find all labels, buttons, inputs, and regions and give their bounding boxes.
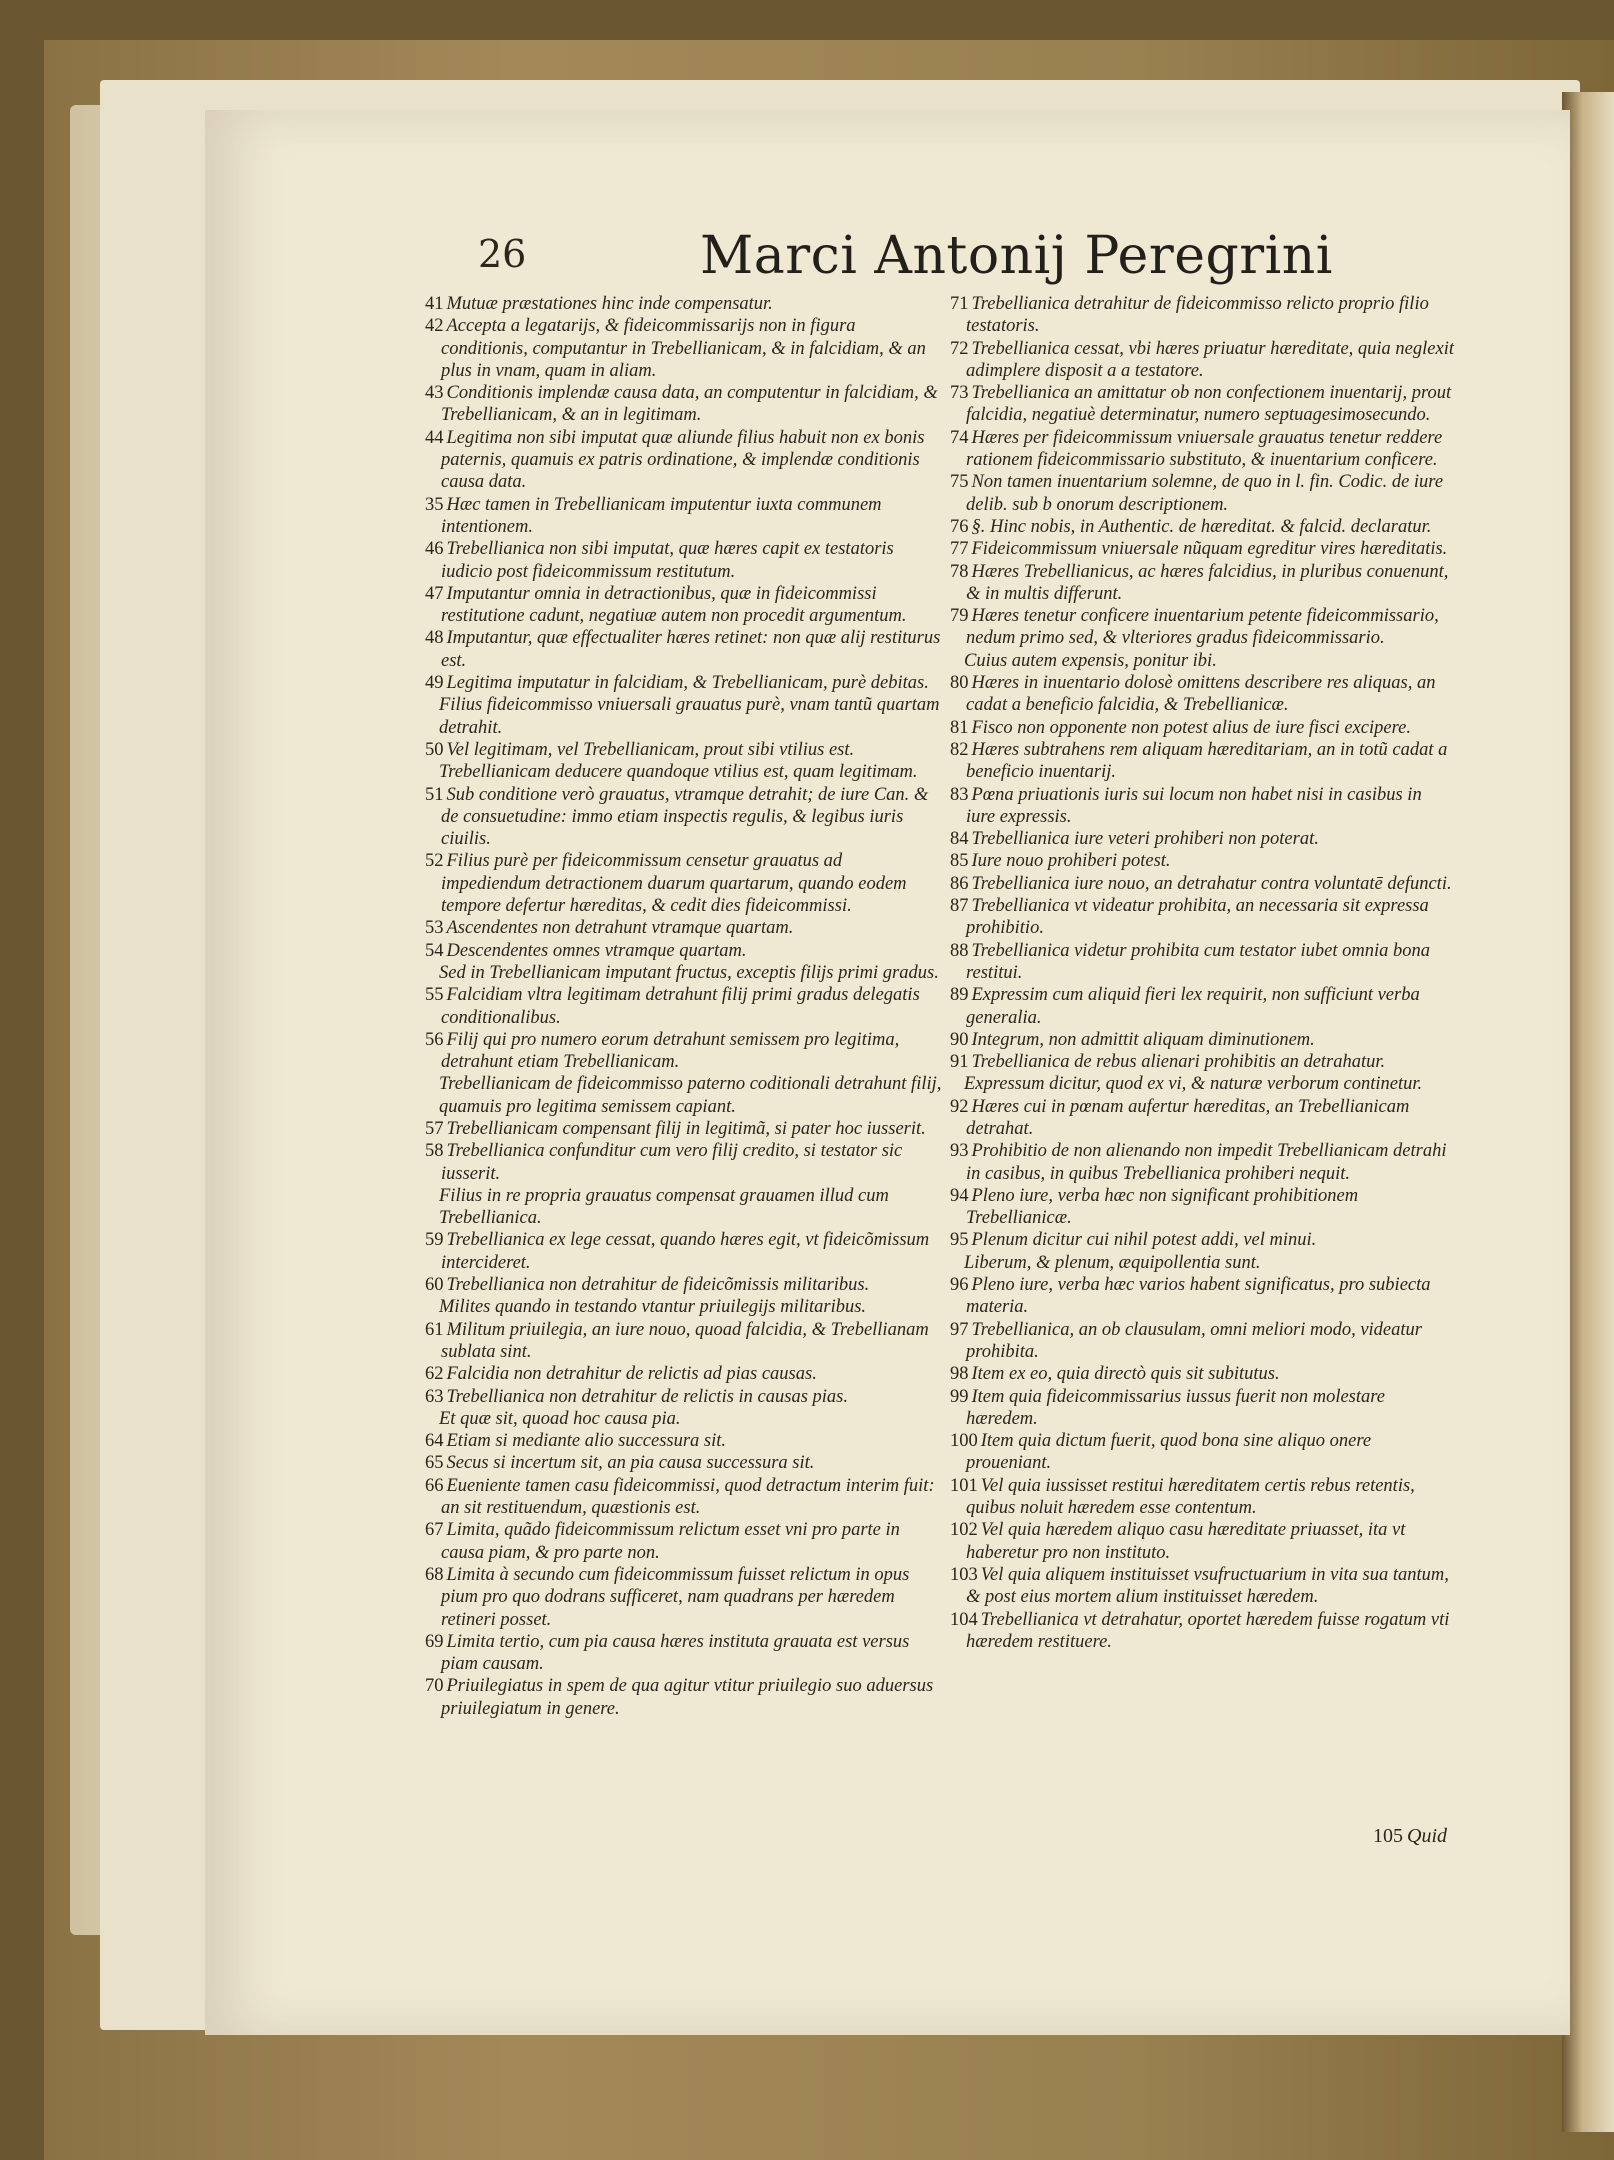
entry-number: 59 [425, 1230, 444, 1251]
index-entry [425, 494, 945, 539]
index-entry [950, 1229, 1455, 1251]
entry-number: 83 [950, 784, 969, 805]
index-entry [950, 605, 1455, 650]
index-entry [950, 1363, 1455, 1385]
entry-text: Expressim cum aliquid fieri lex requirit, non sufficiunt verba generalia. [966, 985, 1420, 1028]
entry-number: 72 [950, 338, 969, 359]
entry-text: Milites quando in testando vtantur priuilegijs militaribus. [439, 1297, 867, 1318]
index-entry [950, 940, 1455, 985]
entry-number: 82 [950, 739, 969, 760]
entry-number: 84 [950, 829, 969, 850]
index-entry [425, 382, 945, 427]
entry-number: 100 [950, 1431, 978, 1452]
entry-number: 101 [950, 1475, 978, 1496]
entry-text: Sed in Trebellianicam imputant fructus, exceptis filijs primi gradus. [439, 962, 939, 983]
index-entry [950, 1430, 1455, 1475]
entry-text: Trebellianica non sibi imputat, quæ hæres capit ex testatoris iudicio post fideicommissum restitutum. [441, 539, 894, 582]
index-entry [950, 873, 1455, 895]
index-entry [950, 1519, 1455, 1564]
index-entry [950, 1252, 1455, 1274]
entry-number: 67 [425, 1520, 444, 1541]
entry-number: 43 [425, 383, 444, 404]
entry-text: Item quia dictum fuerit, quod bona sine aliquo onere proueniant. [966, 1431, 1372, 1474]
entry-number: 66 [425, 1475, 444, 1496]
entry-number: 63 [425, 1386, 444, 1407]
entry-text: Pleno iure, verba hæc non significant prohibitionem Trebellianicæ. [966, 1185, 1359, 1229]
index-entry [950, 293, 1455, 338]
entry-text: Trebellianica ex lege cessat, quando hæres egit, vt fideicõmissum intercideret. [441, 1230, 930, 1273]
entry-text: Iure nouo prohiberi potest. [971, 851, 1171, 872]
entry-text: §. Hinc nobis, in Authentic. de hæreditat. & falcid. declaratur. [971, 516, 1432, 537]
index-entry [950, 1029, 1455, 1051]
entry-number: 42 [425, 316, 444, 337]
entry-text: Trebellianica non detrahitur de relictis in causas pias. [446, 1386, 848, 1407]
entry-number: 57 [425, 1118, 444, 1139]
entry-text: Hæres in inuentario dolosè omittens describere res aliquas, an cadat a beneficio falcidia, & Trebellianicæ. [966, 673, 1436, 716]
entry-text: Cuius autem expensis, ponitur ibi. [964, 650, 1217, 671]
entry-text: Imputantur, quæ effectualiter hæres retinet: non quæ alij restiturus est. [441, 628, 941, 671]
index-entry [950, 1609, 1455, 1654]
entry-number: 69 [425, 1631, 444, 1652]
entry-text: Trebellianicam de fideicommisso paterno coditionali detrahunt filij, quamuis pro legitima semissem capiant. [439, 1074, 942, 1117]
index-entry [950, 828, 1455, 850]
index-entry [425, 1319, 945, 1364]
entry-number: 103 [950, 1564, 978, 1585]
entry-number: 70 [425, 1676, 444, 1697]
entry-number: 80 [950, 673, 969, 694]
index-entry [425, 1564, 945, 1631]
catchword-number: 105 [1373, 1825, 1403, 1847]
index-entry [950, 338, 1455, 383]
index-entry [425, 1408, 945, 1430]
entry-text: Trebellianica detrahitur de fideicommisso relicto proprio filio testatoris. [966, 294, 1429, 337]
entry-text: Fisco non opponente non potest alius de iure fisci excipere. [971, 717, 1411, 738]
entry-number: 76 [950, 516, 969, 537]
entry-text: Falcidiam vltra legitimam detrahunt filij primi gradus delegatis conditionalibus. [441, 985, 920, 1028]
entry-number: 48 [425, 628, 444, 649]
index-entry [425, 940, 945, 962]
entry-number: 102 [950, 1520, 978, 1541]
index-entry [425, 1675, 945, 1720]
index-entry [950, 784, 1455, 829]
index-entry [950, 516, 1455, 538]
entry-number: 50 [425, 739, 444, 760]
index-entry [425, 761, 945, 783]
entry-text: Hæres cui in pœnam aufertur hæreditas, an Trebellianicam detrahat. [966, 1096, 1410, 1139]
index-entry [950, 1185, 1455, 1230]
index-entry [950, 538, 1455, 560]
entry-number: 78 [950, 561, 969, 582]
index-entry [425, 427, 945, 494]
entry-number: 46 [425, 539, 444, 560]
index-entry [425, 315, 945, 382]
entry-text: Pleno iure, verba hæc varios habent significatus, pro subiecta materia. [966, 1275, 1431, 1318]
entry-number: 86 [950, 873, 969, 894]
entry-text: Fideicommissum vniuersale nũquam egreditur vires hæreditatis. [971, 539, 1448, 560]
entry-text: Limita tertio, cum pia causa hæres instituta grauata est versus piam causam. [441, 1631, 910, 1675]
entry-text: Prohibitio de non alienando non impedit Trebellianicam detrahi in casibus, in quibus Trebellianica prohiberi nequit. [966, 1141, 1447, 1184]
entry-text: Filius in re propria grauatus compensat grauamen illud cum Trebellianica. [439, 1185, 889, 1229]
entry-number: 85 [950, 851, 969, 872]
entry-text: Trebellianica videtur prohibita cum testator iubet omnia bona restitui. [966, 940, 1431, 983]
entry-number: 74 [950, 427, 969, 448]
entry-text: Trebellianica an amittatur ob non confectionem inuentarij, prout falcidia, negatiuè determinatur, numero septuagesimosecundo. [966, 383, 1452, 426]
entry-number: 94 [950, 1185, 969, 1206]
index-entry [950, 717, 1455, 739]
index-entry [950, 382, 1455, 427]
entry-number: 64 [425, 1431, 444, 1452]
entry-text: Hæres subtrahens rem aliquam hæreditariam, an in totũ cadat a beneficio inuentarij. [966, 739, 1448, 783]
index-column-right [950, 293, 1455, 1653]
entry-text: Sub conditione verò grauatus, vtramque detrahit; de iure Can. & de consuetudine: immo etiam inspectis regulis, & legibus iuris ciuilis. [441, 784, 929, 850]
entry-number: 71 [950, 294, 969, 314]
entry-number: 99 [950, 1386, 969, 1407]
entry-text: Ascendentes non detrahunt vtramque quartam. [446, 918, 794, 939]
entry-text: Item ex eo, quia directò quis sit subitutus. [971, 1364, 1280, 1385]
index-entry [425, 538, 945, 583]
index-entry [425, 1296, 945, 1318]
entry-text: Hæres tenetur conficere inuentarium petente fideicommissario, nedum primo sed, & vlteriores gradus fideicommissario. [966, 606, 1439, 649]
index-entry [950, 1096, 1455, 1141]
index-entry [425, 1185, 945, 1230]
index-entry [950, 471, 1455, 516]
entry-number: 81 [950, 717, 969, 738]
index-entry [425, 1073, 945, 1118]
catchword-word: Quid [1407, 1825, 1447, 1847]
entry-text: Trebellianica vt videatur prohibita, an necessaria sit expressa prohibitio. [966, 896, 1429, 939]
index-entry [425, 1430, 945, 1452]
entry-number: 44 [425, 427, 444, 448]
entry-text: Vel quia iussisset restitui hæreditatem certis rebus retentis, quibus noluit hæredem esse contentum. [966, 1475, 1415, 1519]
entry-text: Non tamen inuentarium solemne, de quo in l. fin. Codic. de iure delib. sub b onorum descriptionem. [966, 472, 1444, 515]
index-entry [950, 650, 1455, 672]
entry-text: Trebellianica, an ob clausulam, omni meliori modo, videatur prohibita. [966, 1319, 1422, 1362]
entry-number: 52 [425, 851, 444, 872]
index-entry [950, 1051, 1455, 1073]
entry-text: Limita, quãdo fideicommissum relictum esset vni pro parte in causa piam, & pro parte non. [441, 1520, 900, 1563]
entry-text: Vel legitimam, vel Trebellianicam, prout sibi vtilius est. [446, 739, 855, 760]
entry-number: 104 [950, 1609, 978, 1630]
entry-number: 35 [425, 494, 444, 515]
entry-text: Liberum, & plenum, æquipollentia sunt. [964, 1252, 1261, 1273]
entry-text: Expressum dicitur, quod ex vi, & naturæ verborum continetur. [964, 1074, 1423, 1095]
entry-text: Eueniente tamen casu fideicommissi, quod detractum interim fuit: an sit restituendum, quæstionis est. [441, 1475, 935, 1519]
entry-text: Trebellianica non detrahitur de fideicõmissis militaribus. [446, 1275, 870, 1296]
index-entry [425, 984, 945, 1029]
index-entry [425, 1118, 945, 1140]
entry-text: Et quæ sit, quoad hoc causa pia. [439, 1408, 681, 1429]
entry-text: Limita à secundo cum fideicommissum fuisset relictum in opus pium pro quo dodrans sufficeret, nam quadrans per hæredem retineri posset. [441, 1564, 910, 1630]
index-entry [950, 1475, 1455, 1520]
entry-text: Trebellianica iure veteri prohiberi non poterat. [971, 829, 1319, 850]
entry-number: 58 [425, 1141, 444, 1162]
entry-number: 96 [950, 1275, 969, 1296]
index-entry [425, 1519, 945, 1564]
entry-number: 47 [425, 583, 444, 604]
index-entry [425, 672, 945, 694]
entry-text: Vel quia aliquem instituisset vsufructuarium in vita sua tantum, & post eius mortem alium instituisset hæredem. [966, 1564, 1449, 1608]
index-entry [425, 739, 945, 761]
index-entry [425, 583, 945, 628]
entry-number: 88 [950, 940, 969, 961]
entry-number: 93 [950, 1141, 969, 1162]
index-entry [425, 784, 945, 851]
entry-number: 65 [425, 1453, 444, 1474]
entry-text: Item quia fideicommissarius iussus fuerit non molestare hæredem. [966, 1386, 1385, 1429]
index-entry [950, 895, 1455, 940]
entry-number: 89 [950, 985, 969, 1006]
entry-text: Trebellianica vt detrahatur, oportet hæredem fuisse rogatum vti hæredem restituere. [966, 1609, 1450, 1652]
index-entry [950, 1319, 1455, 1364]
entry-number: 60 [425, 1275, 444, 1296]
index-entry [425, 1363, 945, 1385]
entry-number: 41 [425, 294, 444, 314]
entry-text: Trebellianicam deducere quandoque vtilius est, quam legitimam. [439, 762, 918, 783]
entry-text: Priuilegiatus in spem de qua agitur vtitur priuilegio suo aduersus priuilegiatum in genere. [441, 1676, 934, 1719]
entry-number: 56 [425, 1029, 444, 1050]
running-head: Marci Antonij Peregrini [700, 226, 1333, 286]
entry-text: Hæc tamen in Trebellianicam imputentur iuxta communem intentionem. [441, 494, 882, 537]
index-entry [950, 739, 1455, 784]
index-entry [950, 1274, 1455, 1319]
index-entry [950, 672, 1455, 717]
entry-text: Integrum, non admittit aliquam diminutionem. [971, 1029, 1315, 1050]
entry-text: Filius purè per fideicommissum censetur grauatus ad impediendum detractionem duarum quartarum, quando eodem tempore defertur hæreditas, & cedit dies fideicommissi. [441, 851, 907, 917]
index-entry [425, 293, 945, 315]
entry-number: 91 [950, 1052, 969, 1073]
index-entry [425, 1229, 945, 1274]
entry-number: 75 [950, 472, 969, 493]
entry-text: Etiam si mediante alio successura sit. [446, 1431, 727, 1452]
index-entry [950, 427, 1455, 472]
entry-number: 68 [425, 1564, 444, 1585]
index-entry [950, 1140, 1455, 1185]
index-entry [425, 1452, 945, 1474]
index-entry [425, 1140, 945, 1185]
entry-text: Legitima imputatur in falcidiam, & Trebellianicam, purè debitas. [446, 673, 929, 694]
index-entry [425, 1029, 945, 1074]
entry-number: 51 [425, 784, 444, 805]
entry-text: Pœna priuationis iuris sui locum non habet nisi in casibus in iure expressis. [966, 784, 1422, 827]
entry-text: Hæres Trebellianicus, ac hæres falcidius, in pluribus conuenunt, & in multis differunt. [966, 561, 1449, 604]
entry-number: 61 [425, 1319, 444, 1340]
index-entry [425, 850, 945, 917]
entry-text: Hæres per fideicommissum vniuersale grauatus tenetur reddere rationem fideicommissario substituto, & inuentarium conficere. [966, 427, 1443, 471]
entry-number: 79 [950, 606, 969, 627]
entry-text: Filij qui pro numero eorum detrahunt semissem pro legitima, detrahunt etiam Trebellianicam. [441, 1029, 900, 1073]
entry-text: Accepta a legatarijs, & fideicommissarijs non in figura conditionis, computantur in Trebellianicam, & in falcidiam, & an plus in vnam, quam in aliam. [441, 316, 926, 381]
index-entry [950, 1564, 1455, 1609]
entry-number: 49 [425, 673, 444, 694]
entry-text: Conditionis implendæ causa data, an computentur in falcidiam, & Trebellianicam, & an in legitimam. [441, 383, 938, 426]
entry-text: Secus si incertum sit, an pia causa successura sit. [446, 1453, 815, 1474]
entry-text: Filius fideicommisso vniuersali grauatus purè, vnam tantũ quartam detrahit. [439, 695, 940, 738]
entry-number: 55 [425, 985, 444, 1006]
entry-text: Legitima non sibi imputat quæ aliunde filius habuit non ex bonis paternis, quamuis ex patris ordinatione, & implendæ conditionis causa data. [441, 427, 925, 493]
index-entry [425, 962, 945, 984]
index-entry [950, 1386, 1455, 1431]
entry-number: 87 [950, 896, 969, 917]
entry-number: 90 [950, 1029, 969, 1050]
catchword [1373, 1825, 1447, 1848]
index-column-left [425, 293, 945, 1720]
entry-number: 53 [425, 918, 444, 939]
entry-number: 73 [950, 383, 969, 404]
entry-number: 97 [950, 1319, 969, 1340]
entry-text: Trebellianica confunditur cum vero filij credito, si testator sic iusserit. [441, 1141, 903, 1184]
entry-text: Trebellianica iure nouo, an detrahatur contra voluntatē defuncti. [971, 873, 1452, 894]
entry-text: Trebellianicam compensant filij in legitimã, si pater hoc iusserit. [446, 1118, 926, 1139]
index-entry [950, 984, 1455, 1029]
index-entry [425, 1631, 945, 1676]
entry-text: Descendentes omnes vtramque quartam. [446, 940, 747, 961]
entry-text: Mutuæ præstationes hinc inde compensatur. [446, 294, 773, 314]
entry-text: Vel quia hæredem aliquo casu hæreditate priuasset, ita vt haberetur pro non instituto. [966, 1520, 1406, 1563]
index-entry [950, 1073, 1455, 1095]
entry-number: 98 [950, 1364, 969, 1385]
entry-text: Imputantur omnia in detractionibus, quæ in fideicommissi restitutione cadunt, negatiuæ autem non procedit argumentum. [441, 583, 907, 627]
index-entry [425, 694, 945, 739]
entry-text: Falcidia non detrahitur de relictis ad pias causas. [446, 1364, 817, 1385]
index-entry [425, 917, 945, 939]
entry-number: 62 [425, 1364, 444, 1385]
entry-text: Plenum dicitur cui nihil potest addi, vel minui. [971, 1230, 1317, 1251]
page-number: 26 [478, 232, 527, 276]
index-entry [425, 1475, 945, 1520]
index-entry [950, 561, 1455, 606]
index-entry [425, 1386, 945, 1408]
index-entry [425, 627, 945, 672]
entry-number: 54 [425, 940, 444, 961]
entry-text: Trebellianica cessat, vbi hæres priuatur hæreditate, quia neglexit adimplere disposit a a testatore. [966, 338, 1454, 381]
index-entry [425, 1274, 945, 1296]
entry-number: 95 [950, 1230, 969, 1251]
entry-number: 77 [950, 539, 969, 560]
index-entry [950, 850, 1455, 872]
entry-number: 92 [950, 1096, 969, 1117]
entry-text: Militum priuilegia, an iure nouo, quoad falcidia, & Trebellianam sublata sint. [441, 1319, 929, 1362]
entry-text: Trebellianica de rebus alienari prohibitis an detrahatur. [971, 1052, 1386, 1073]
